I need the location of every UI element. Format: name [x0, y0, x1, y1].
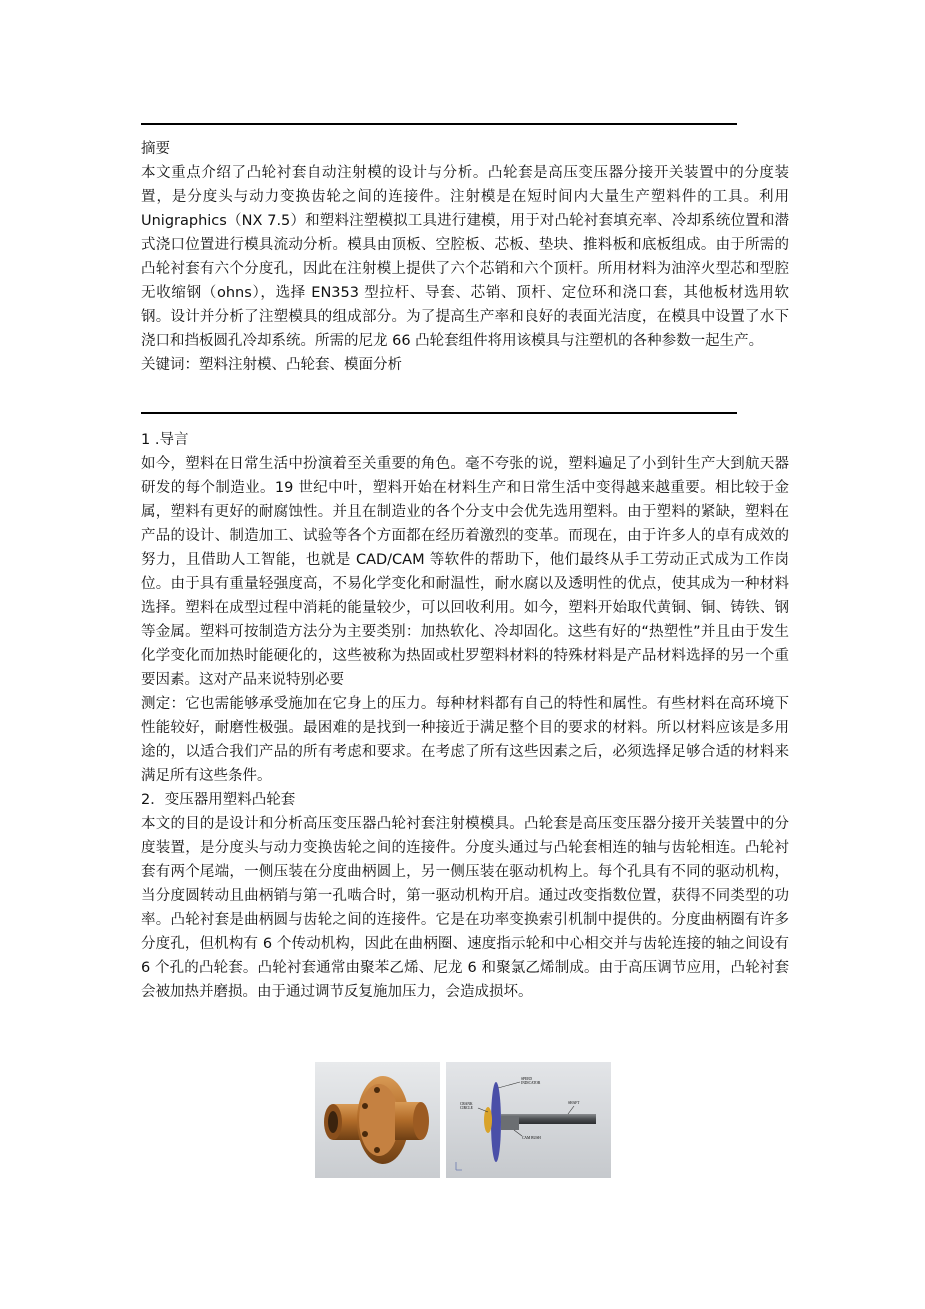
assembly-diagram: [446, 1062, 611, 1178]
cam-bush-render: [315, 1062, 440, 1178]
abstract-body: 本文重点介绍了凸轮衬套自动注射模的设计与分析。凸轮套是高压变压器分接开关装置中的分度装置，是分度头与动力变换齿轮之间的连接件。注射模是在短时间内大量生产塑料件的工具。利用 Unigraphics（NX 7.5）和塑料注塑模拟工具进行建模，用于对凸轮衬套填充率、冷却系统位置和潜式浇口位置进行模具流动分析。模具由顶板、空腔板、芯板、垫块、推料板和底板组成。由于所需的凸轮衬套有六个分度孔，因此在注射模上提供了六个芯销和六个顶杆。所用材料为油淬火型芯和型腔无收缩钢（ohns），选择 EN353 型拉杆、导套、芯销、顶杆、定位环和浇口套，其他板材选用软钢。设计并分析了注塑模具的组成部分。为了提高生产率和良好的表面光洁度，在模具中设置了水下浇口和挡板圆孔冷却系统。所需的尼龙 66 凸轮套组件将用该模具与注塑机的各种参数一起生产。: [141, 165, 789, 349]
section1-heading: 1 .导言: [141, 432, 189, 448]
label-cam-bush: CAM BUSH: [522, 1136, 541, 1140]
cam-bush-part: [501, 1116, 519, 1130]
label-crank-2: CIRCLE: [460, 1106, 473, 1110]
abstract-block: [141, 137, 789, 377]
label-speed-2: INDICATOR: [521, 1081, 541, 1085]
label-shaft: SHAFT: [568, 1101, 580, 1105]
body-block: [141, 428, 789, 1004]
label-crank-1: CRANK: [460, 1102, 473, 1106]
section2-para1: 本文的目的是设计和分析高压变压器凸轮衬套注射模模具。凸轮套是高压变压器分接开关装置中的分度装置，是分度头与动力变换齿轮之间的连接件。分度头通过与凸轮套相连的轴与齿轮相连。凸轮衬套有两个尾端，一侧压装在分度曲柄圆上，另一侧压装在驱动机构上。每个孔具有不同的驱动机构，当分度圆转动且曲柄销与第一孔啮合时，第一驱动机构开启。通过改变指数位置，获得不同类型的功率。凸轮衬套是曲柄圆与齿轮之间的连接件。它是在功率变换索引机制中提供的。分度曲柄圈有许多分度孔，但机构有 6 个传动机构，因此在曲柄圈、速度指示轮和中心相交并与齿轮连接的轴之间设有 6 个孔的凸轮套。凸轮衬套通常由聚苯乙烯、尼龙 6 和聚氯乙烯制成。由于高压调节应用，凸轮衬套会被加热并磨损。由于通过调节反复施加压力，会造成损坏。: [141, 816, 789, 1000]
assembly-image: [446, 1062, 611, 1178]
section2-heading: 2．变压器用塑料凸轮套: [141, 792, 296, 808]
label-speed-1: SPEED: [521, 1077, 532, 1081]
section1-para1: 如今，塑料在日常生活中扮演着至关重要的角色。毫不夸张的说，塑料遍足了小到针生产大到航天器研发的每个制造业。19 世纪中叶，塑料开始在材料生产和日常生活中变得越来越重要。相比较于金属，塑料有更好的耐腐蚀性。并且在制造业的各个分支中会优先选用塑料。由于塑料的紧缺，塑料在产品的设计、制造加工、试验等各个方面都在经历着激烈的变革。而现在，由于许多人的卓有成效的努力，且借助人工智能，也就是 CAD/CAM 等软件的帮助下，他们最终从手工劳动正式成为工作岗位。由于具有重量轻强度高，不易化学变化和耐温性，耐水腐以及透明性的优点，使其成为一种材料选择。塑料在成型过程中消耗的能量较少，可以回收利用。如今，塑料开始取代黄铜、铜、铸铁、钢等金属。塑料可按制造方法分为主要类别：加热软化、冷却固化。这些有好的“热塑性”并且由于发生化学变化而加热时能硬化的，这些被称为热固或杜罗塑料材料的特殊材料是产品材料选择的另一个重要因素。这对产品来说特别必要: [141, 456, 789, 688]
keywords-line: 关键词：塑料注射模、凸轮套、模面分析: [141, 357, 402, 373]
section1-para2: 测定：它也需能够承受施加在它身上的压力。每种材料都有自己的特性和属性。有些材料在高环境下性能较好，耐磨性极强。最困难的是找到一种接近于满足整个目的要求的材料。所以材料应该是多用途的，以适合我们产品的所有考虑和要求。在考虑了所有这些因素之后，必须选择足够合适的材料来满足所有这些条件。: [141, 696, 789, 784]
speed-indicator-disc: [491, 1082, 501, 1162]
bottom-rule: [141, 412, 737, 414]
abstract-heading: 摘要: [141, 141, 170, 157]
top-rule: [141, 123, 737, 125]
cam-bush-image: [315, 1062, 440, 1178]
